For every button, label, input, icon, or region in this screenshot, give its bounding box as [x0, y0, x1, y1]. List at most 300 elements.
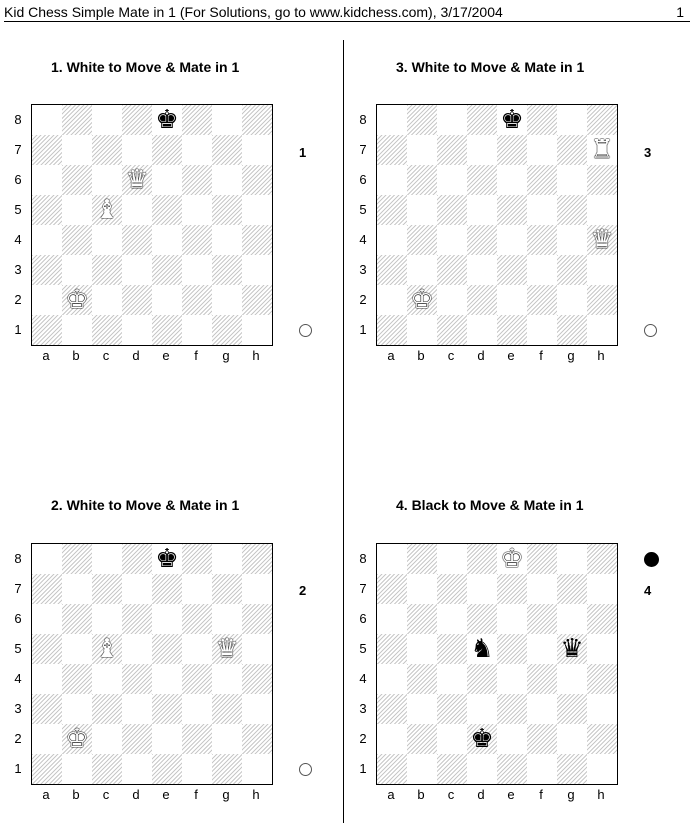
- board-square[interactable]: [437, 105, 467, 135]
- board-square[interactable]: [242, 544, 272, 574]
- board-square[interactable]: [467, 255, 497, 285]
- file-label: e: [162, 787, 170, 802]
- board-square[interactable]: [377, 195, 407, 225]
- board-square[interactable]: [527, 574, 557, 604]
- board-square[interactable]: [212, 225, 242, 255]
- board-square[interactable]: [32, 105, 62, 135]
- rank-label: 1: [359, 322, 367, 337]
- board-square[interactable]: [122, 105, 152, 135]
- board-square[interactable]: [152, 225, 182, 255]
- board-square[interactable]: [497, 724, 527, 754]
- chess-board: [31, 543, 273, 785]
- board-square[interactable]: [557, 724, 587, 754]
- board-square[interactable]: [527, 195, 557, 225]
- board-square[interactable]: [32, 165, 62, 195]
- board-square[interactable]: [377, 255, 407, 285]
- board-square[interactable]: [377, 634, 407, 664]
- board-square[interactable]: [557, 105, 587, 135]
- board-square[interactable]: [467, 664, 497, 694]
- board-square[interactable]: [377, 574, 407, 604]
- board-square[interactable]: [32, 604, 62, 634]
- board-square[interactable]: [212, 135, 242, 165]
- board-square[interactable]: [497, 634, 527, 664]
- board-square[interactable]: [32, 754, 62, 784]
- board-square[interactable]: [437, 195, 467, 225]
- board-square[interactable]: [557, 574, 587, 604]
- board-square[interactable]: [182, 634, 212, 664]
- board-square[interactable]: [587, 195, 617, 225]
- board-square[interactable]: [122, 574, 152, 604]
- white-king-icon[interactable]: ♚: [65, 285, 89, 315]
- board-square[interactable]: [377, 724, 407, 754]
- board-square[interactable]: [152, 255, 182, 285]
- board-square[interactable]: [527, 225, 557, 255]
- board-square[interactable]: [182, 664, 212, 694]
- board-square[interactable]: [212, 694, 242, 724]
- file-label: d: [132, 787, 140, 802]
- board-square[interactable]: [437, 724, 467, 754]
- board-square[interactable]: [182, 105, 212, 135]
- board-square[interactable]: [437, 754, 467, 784]
- board-square[interactable]: [497, 135, 527, 165]
- board-square[interactable]: [242, 285, 272, 315]
- board-square[interactable]: [467, 105, 497, 135]
- rank-label: 4: [14, 671, 22, 686]
- rank-label: 5: [14, 202, 22, 217]
- board-square[interactable]: [527, 315, 557, 345]
- white-to-move-indicator: [299, 763, 312, 776]
- board-square[interactable]: [152, 754, 182, 784]
- board-square[interactable]: [62, 544, 92, 574]
- board-square[interactable]: [62, 255, 92, 285]
- board-square[interactable]: [152, 604, 182, 634]
- board-square[interactable]: [407, 604, 437, 634]
- board-square[interactable]: [377, 754, 407, 784]
- board-square[interactable]: [557, 664, 587, 694]
- board-square[interactable]: [557, 544, 587, 574]
- board-square[interactable]: [152, 634, 182, 664]
- board-square[interactable]: [242, 255, 272, 285]
- board-square[interactable]: [527, 694, 557, 724]
- board-square[interactable]: [437, 574, 467, 604]
- board-square[interactable]: [407, 574, 437, 604]
- board-square[interactable]: [182, 195, 212, 225]
- board-square[interactable]: [182, 604, 212, 634]
- board-square[interactable]: [437, 135, 467, 165]
- board-square[interactable]: [527, 165, 557, 195]
- board-square[interactable]: [437, 694, 467, 724]
- board-square[interactable]: [92, 225, 122, 255]
- board-square[interactable]: [527, 135, 557, 165]
- board-square[interactable]: [92, 285, 122, 315]
- rank-label: 6: [14, 611, 22, 626]
- board-square[interactable]: [587, 105, 617, 135]
- board-square[interactable]: [62, 225, 92, 255]
- rank-label: 4: [359, 671, 367, 686]
- board-square[interactable]: [527, 754, 557, 784]
- board-square[interactable]: [32, 724, 62, 754]
- board-square[interactable]: [212, 165, 242, 195]
- black-king-icon[interactable]: ♚: [155, 105, 179, 135]
- board-square[interactable]: [242, 724, 272, 754]
- board-square[interactable]: [182, 165, 212, 195]
- board-square[interactable]: [212, 105, 242, 135]
- board-square[interactable]: [377, 544, 407, 574]
- file-label: b: [417, 348, 425, 363]
- white-queen-icon[interactable]: ♛: [590, 225, 614, 255]
- black-king-icon[interactable]: ♚: [155, 544, 179, 574]
- board-square[interactable]: [377, 285, 407, 315]
- file-label: e: [507, 787, 515, 802]
- file-label: g: [222, 787, 230, 802]
- board-square[interactable]: [377, 664, 407, 694]
- board-square[interactable]: [122, 634, 152, 664]
- black-king-icon[interactable]: ♚: [470, 724, 494, 754]
- rank-label: 8: [359, 551, 367, 566]
- board-square[interactable]: [122, 724, 152, 754]
- board-square[interactable]: [92, 315, 122, 345]
- board-square[interactable]: [32, 634, 62, 664]
- board-square[interactable]: [92, 574, 122, 604]
- board-square[interactable]: [587, 754, 617, 784]
- board-square[interactable]: [587, 724, 617, 754]
- board-square[interactable]: [152, 195, 182, 225]
- board-square[interactable]: [407, 135, 437, 165]
- board-square[interactable]: [437, 255, 467, 285]
- board-square[interactable]: [182, 754, 212, 784]
- file-label: d: [477, 348, 485, 363]
- board-square[interactable]: [122, 694, 152, 724]
- board-square[interactable]: [497, 754, 527, 784]
- file-label: f: [194, 348, 198, 363]
- rank-label: 2: [359, 731, 367, 746]
- white-queen-icon[interactable]: ♛: [215, 634, 239, 664]
- board-square[interactable]: [587, 315, 617, 345]
- rank-label: 3: [14, 701, 22, 716]
- board-square[interactable]: [122, 664, 152, 694]
- file-label: f: [539, 348, 543, 363]
- board-square[interactable]: [242, 634, 272, 664]
- board-square[interactable]: [437, 225, 467, 255]
- board-square[interactable]: [182, 225, 212, 255]
- board-square[interactable]: [182, 255, 212, 285]
- board-square[interactable]: [467, 544, 497, 574]
- board-square[interactable]: [122, 195, 152, 225]
- board-square[interactable]: [32, 135, 62, 165]
- board-square[interactable]: [587, 165, 617, 195]
- white-king-icon[interactable]: ♚: [65, 724, 89, 754]
- white-king-icon[interactable]: ♚: [410, 285, 434, 315]
- board-square[interactable]: [527, 544, 557, 574]
- board-square[interactable]: [377, 315, 407, 345]
- puzzle-number: 2: [299, 583, 307, 598]
- board-square[interactable]: [62, 315, 92, 345]
- chess-board: [376, 543, 618, 785]
- board-square[interactable]: [122, 754, 152, 784]
- board-square[interactable]: [152, 724, 182, 754]
- board-square[interactable]: [92, 165, 122, 195]
- board-square[interactable]: [182, 574, 212, 604]
- white-king-icon[interactable]: ♚: [500, 544, 524, 574]
- board-square[interactable]: [437, 165, 467, 195]
- board-square[interactable]: [557, 604, 587, 634]
- board-square[interactable]: [587, 634, 617, 664]
- board-square[interactable]: [212, 285, 242, 315]
- board-square[interactable]: [467, 315, 497, 345]
- board-square[interactable]: [212, 604, 242, 634]
- board-square[interactable]: [467, 694, 497, 724]
- rank-label: 7: [359, 581, 367, 596]
- board-square[interactable]: [587, 574, 617, 604]
- board-square[interactable]: [527, 724, 557, 754]
- board-square[interactable]: [527, 105, 557, 135]
- board-square[interactable]: [467, 135, 497, 165]
- file-label: b: [72, 787, 80, 802]
- rank-label: 6: [359, 172, 367, 187]
- rank-label: 7: [359, 142, 367, 157]
- board-square[interactable]: [242, 664, 272, 694]
- board-square[interactable]: [377, 225, 407, 255]
- black-to-move-indicator: [644, 552, 659, 567]
- board-square[interactable]: [497, 694, 527, 724]
- white-queen-icon[interactable]: ♛: [125, 165, 149, 195]
- board-square[interactable]: [122, 255, 152, 285]
- board-square[interactable]: [242, 195, 272, 225]
- board-square[interactable]: [497, 315, 527, 345]
- board-square[interactable]: [62, 664, 92, 694]
- board-square[interactable]: [557, 285, 587, 315]
- board-square[interactable]: [497, 165, 527, 195]
- board-square[interactable]: [587, 664, 617, 694]
- rank-label: 2: [14, 731, 22, 746]
- board-square[interactable]: [557, 135, 587, 165]
- file-label: a: [42, 787, 50, 802]
- black-knight-icon[interactable]: ♞: [470, 634, 494, 664]
- board-square[interactable]: [407, 754, 437, 784]
- board-square[interactable]: [182, 694, 212, 724]
- board-square[interactable]: [152, 694, 182, 724]
- board-square[interactable]: [497, 285, 527, 315]
- board-square[interactable]: [407, 664, 437, 694]
- board-square[interactable]: [62, 165, 92, 195]
- board-square[interactable]: [32, 694, 62, 724]
- board-square[interactable]: [152, 165, 182, 195]
- rank-label: 3: [359, 701, 367, 716]
- board-square[interactable]: [407, 724, 437, 754]
- board-square[interactable]: [62, 604, 92, 634]
- board-square[interactable]: [587, 255, 617, 285]
- board-square[interactable]: [527, 255, 557, 285]
- document-title: Kid Chess Simple Mate in 1 (For Solutions, go to www.kidchess.com), 3/17/2004: [4, 4, 503, 20]
- board-square[interactable]: [182, 724, 212, 754]
- white-to-move-indicator: [299, 324, 312, 337]
- board-square[interactable]: [92, 664, 122, 694]
- board-square[interactable]: [242, 604, 272, 634]
- board-square[interactable]: [32, 664, 62, 694]
- board-square[interactable]: [557, 255, 587, 285]
- board-square[interactable]: [557, 315, 587, 345]
- board-square[interactable]: [62, 754, 92, 784]
- board-square[interactable]: [62, 574, 92, 604]
- board-square[interactable]: [437, 664, 467, 694]
- board-square[interactable]: [62, 195, 92, 225]
- board-square[interactable]: [122, 315, 152, 345]
- board-square[interactable]: [377, 105, 407, 135]
- board-square[interactable]: [182, 135, 212, 165]
- board-square[interactable]: [242, 754, 272, 784]
- board-square[interactable]: [587, 544, 617, 574]
- board-square[interactable]: [62, 634, 92, 664]
- board-square[interactable]: [437, 604, 467, 634]
- board-square[interactable]: [557, 225, 587, 255]
- file-label: a: [42, 348, 50, 363]
- board-square[interactable]: [587, 285, 617, 315]
- board-square[interactable]: [32, 195, 62, 225]
- board-square[interactable]: [62, 694, 92, 724]
- board-square[interactable]: [242, 135, 272, 165]
- board-square[interactable]: [557, 165, 587, 195]
- board-square[interactable]: [32, 574, 62, 604]
- black-queen-icon[interactable]: ♛: [560, 634, 584, 664]
- file-label: c: [102, 348, 110, 363]
- board-square[interactable]: [497, 664, 527, 694]
- board-square[interactable]: [122, 135, 152, 165]
- board-square[interactable]: [92, 724, 122, 754]
- board-square[interactable]: [32, 544, 62, 574]
- board-square[interactable]: [212, 255, 242, 285]
- board-square[interactable]: [467, 604, 497, 634]
- board-square[interactable]: [407, 634, 437, 664]
- board-square[interactable]: [467, 165, 497, 195]
- board-square[interactable]: [152, 664, 182, 694]
- file-label: b: [417, 787, 425, 802]
- file-label: e: [162, 348, 170, 363]
- board-square[interactable]: [212, 544, 242, 574]
- file-label: c: [447, 787, 455, 802]
- board-square[interactable]: [437, 634, 467, 664]
- board-square[interactable]: [467, 285, 497, 315]
- board-square[interactable]: [242, 694, 272, 724]
- board-square[interactable]: [407, 105, 437, 135]
- board-square[interactable]: [377, 694, 407, 724]
- board-square[interactable]: [497, 255, 527, 285]
- board-square[interactable]: [32, 225, 62, 255]
- board-square[interactable]: [497, 604, 527, 634]
- board-square[interactable]: [437, 285, 467, 315]
- board-square[interactable]: [152, 574, 182, 604]
- board-square[interactable]: [467, 225, 497, 255]
- board-square[interactable]: [467, 195, 497, 225]
- board-square[interactable]: [527, 664, 557, 694]
- board-square[interactable]: [212, 664, 242, 694]
- black-king-icon[interactable]: ♚: [500, 105, 524, 135]
- board-square[interactable]: [587, 694, 617, 724]
- white-bishop-icon[interactable]: ♝: [95, 634, 119, 664]
- board-square[interactable]: [212, 724, 242, 754]
- board-square[interactable]: [122, 604, 152, 634]
- board-square[interactable]: [242, 165, 272, 195]
- file-label: h: [597, 348, 605, 363]
- board-square[interactable]: [92, 604, 122, 634]
- board-square[interactable]: [437, 315, 467, 345]
- white-rook-icon[interactable]: ♜: [590, 135, 614, 165]
- board-square[interactable]: [92, 754, 122, 784]
- rank-label: 3: [14, 262, 22, 277]
- board-square[interactable]: [557, 694, 587, 724]
- board-square[interactable]: [212, 574, 242, 604]
- board-square[interactable]: [92, 105, 122, 135]
- board-square[interactable]: [122, 285, 152, 315]
- board-square[interactable]: [407, 195, 437, 225]
- board-square[interactable]: [557, 754, 587, 784]
- board-square[interactable]: [32, 285, 62, 315]
- board-square[interactable]: [242, 574, 272, 604]
- board-square[interactable]: [122, 225, 152, 255]
- board-square[interactable]: [182, 285, 212, 315]
- white-to-move-indicator: [644, 324, 657, 337]
- rank-label: 4: [359, 232, 367, 247]
- board-square[interactable]: [377, 604, 407, 634]
- board-square[interactable]: [32, 255, 62, 285]
- puzzle-number: 3: [644, 145, 652, 160]
- board-square[interactable]: [212, 754, 242, 784]
- board-square[interactable]: [152, 285, 182, 315]
- board-square[interactable]: [407, 544, 437, 574]
- board-square[interactable]: [92, 694, 122, 724]
- board-square[interactable]: [557, 195, 587, 225]
- board-square[interactable]: [407, 315, 437, 345]
- board-square[interactable]: [152, 315, 182, 345]
- board-square[interactable]: [407, 165, 437, 195]
- board-square[interactable]: [497, 574, 527, 604]
- board-square[interactable]: [407, 225, 437, 255]
- board-square[interactable]: [527, 285, 557, 315]
- board-square[interactable]: [62, 105, 92, 135]
- board-square[interactable]: [242, 315, 272, 345]
- rank-label: 6: [359, 611, 367, 626]
- board-square[interactable]: [92, 255, 122, 285]
- puzzle-title: 1. White to Move & Mate in 1: [51, 59, 240, 75]
- board-square[interactable]: [527, 634, 557, 664]
- board-square[interactable]: [437, 544, 467, 574]
- board-square[interactable]: [212, 195, 242, 225]
- board-square[interactable]: [467, 754, 497, 784]
- board-square[interactable]: [407, 694, 437, 724]
- board-square[interactable]: [62, 135, 92, 165]
- board-square[interactable]: [377, 135, 407, 165]
- board-square[interactable]: [587, 604, 617, 634]
- file-label: d: [132, 348, 140, 363]
- file-label: f: [194, 787, 198, 802]
- board-square[interactable]: [92, 544, 122, 574]
- board-square[interactable]: [242, 105, 272, 135]
- board-square[interactable]: [467, 574, 497, 604]
- board-square[interactable]: [212, 315, 242, 345]
- board-square[interactable]: [182, 544, 212, 574]
- board-square[interactable]: [407, 255, 437, 285]
- board-square[interactable]: [242, 225, 272, 255]
- board-square[interactable]: [152, 135, 182, 165]
- board-square[interactable]: [497, 225, 527, 255]
- board-square[interactable]: [92, 135, 122, 165]
- white-bishop-icon[interactable]: ♝: [95, 195, 119, 225]
- board-square[interactable]: [122, 544, 152, 574]
- board-square[interactable]: [497, 195, 527, 225]
- board-square[interactable]: [527, 604, 557, 634]
- board-square[interactable]: [377, 165, 407, 195]
- board-square[interactable]: [182, 315, 212, 345]
- board-square[interactable]: [32, 315, 62, 345]
